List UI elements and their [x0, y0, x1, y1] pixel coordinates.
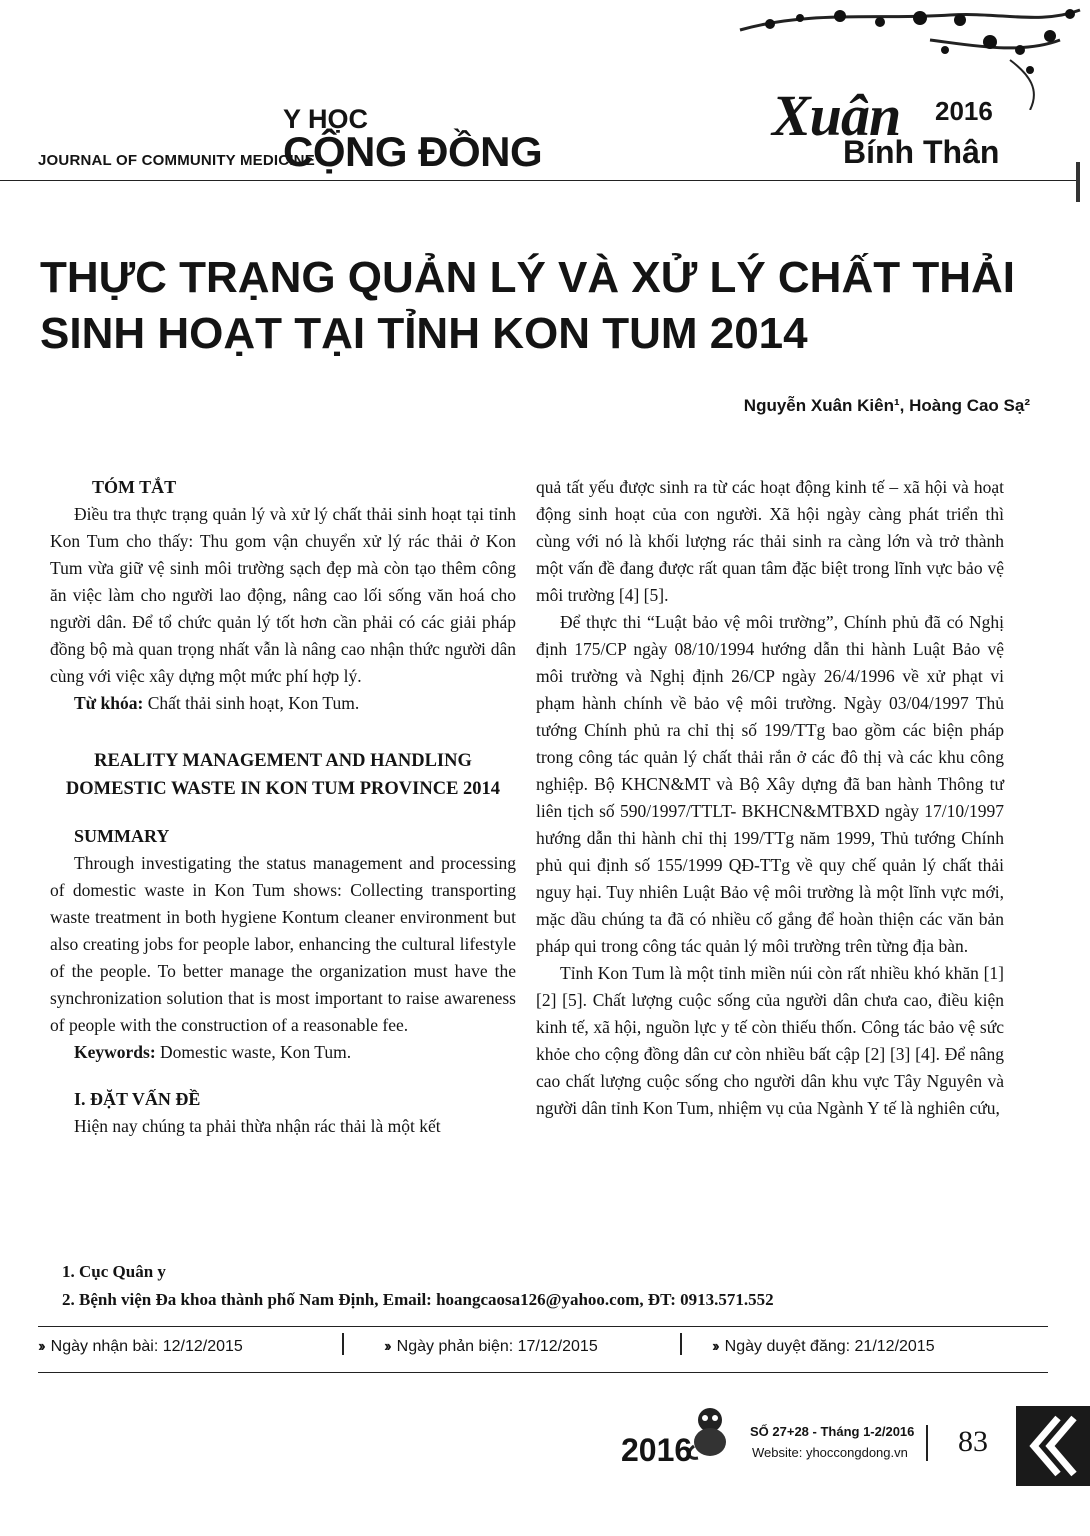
left-column — [50, 474, 516, 1140]
date-separator — [342, 1333, 344, 1355]
abstract-heading: TÓM TẮT — [92, 477, 177, 497]
chevron-right-icon: ›› — [38, 1338, 43, 1355]
date-accepted-text: Ngày duyệt đăng: 21/12/2015 — [724, 1338, 935, 1355]
article-title — [40, 250, 1050, 362]
header-divider — [0, 180, 1076, 181]
chevron-left-icon — [1016, 1406, 1090, 1486]
keywords-line — [50, 690, 516, 717]
edition-script-text: Xuân — [772, 83, 901, 148]
footer-divider — [926, 1425, 928, 1461]
page-number: 83 — [958, 1425, 988, 1458]
title-line-1: THỰC TRẠNG QUẢN LÝ VÀ XỬ LÝ CHẤT THẢI — [40, 253, 1015, 302]
keywords-label: Từ khóa: — [74, 693, 144, 713]
body-paragraph-1: quả tất yếu được sinh ra từ các hoạt động kinh tế – xã hội và hoạt động sinh hoạt của con người. Xã hội ngày càng phát triển thì cùng với nó là khối lượng rác thải sinh ra càng lớn và trở thành một vấn đề đang được rất quan tâm đặc biệt trong lĩnh vực bảo vệ môi trường [4] [5]. — [536, 477, 1004, 605]
date-reviewed — [384, 1338, 598, 1356]
abstract-paragraph: Điều tra thực trạng quản lý và xử lý chất thải sinh hoạt tại tỉnh Kon Tum cho thấy: Thu gom vận chuyển xử lý rác thải ở Kon Tum vừa giữ vệ sinh môi trường sạch đẹp mà còn tạo thêm công ăn việc làm cho người lao động, nâng cao lối sống văn hoá cho người dân. Để tổ chức quản lý tốt hơn cần phải có các giải pháp đồng bộ mà quan trọng nhất vẫn là nâng cao nhận thức người dân cùng với việc xây dựng một mức phí hợp lý. — [50, 504, 516, 686]
page-edge-mark — [1076, 162, 1080, 202]
title-line-2: SINH HOẠT TẠI TỈNH KON TUM 2014 — [40, 309, 808, 358]
section-paragraph: Hiện nay chúng ta phải thừa nhận rác thải là một kết — [74, 1116, 441, 1136]
keywords-en-line — [50, 1039, 516, 1066]
keywords-en-text: Domestic waste, Kon Tum. — [155, 1042, 352, 1062]
journal-name-top: Y HỌC — [283, 104, 369, 134]
date-reviewed-text: Ngày phản biện: 17/12/2015 — [396, 1338, 598, 1355]
footer-year: 2016 — [621, 1432, 693, 1468]
page-corner-tab — [1016, 1406, 1090, 1486]
chevron-right-icon: ›› — [712, 1338, 717, 1355]
edition-subtitle: Bính Thân — [843, 134, 1000, 170]
dates-divider — [38, 1372, 1048, 1373]
chevron-right-icon: ›› — [384, 1338, 389, 1355]
footnote-divider — [38, 1326, 1048, 1327]
summary-paragraph: Through investigating the status management and processing of domestic waste in Kon Tum shows: Collecting transporting waste treatment in both hygiene Kontum cleaner environment but also creating jobs for people labor, enhancing the cultural lifestyle of the people. To better manage the organization must have the synchronization solution that is most important to raise awareness of people with the construction of a reasonable fee. — [50, 853, 516, 1035]
article-authors: Nguyễn Xuân Kiên¹, Hoàng Cao Sạ² — [743, 396, 1030, 415]
footer-website: Website: yhoccongdong.vn — [752, 1445, 908, 1460]
section-heading: I. ĐẶT VẤN ĐỀ — [74, 1089, 201, 1109]
right-column — [536, 474, 1004, 1122]
english-title: REALITY MANAGEMENT AND HANDLING DOMESTIC WASTE IN KON TUM PROVINCE 2014 — [65, 751, 501, 799]
date-received-text: Ngày nhận bài: 12/12/2015 — [50, 1338, 243, 1355]
footnote-2: 2. Bệnh viện Đa khoa thành phố Nam Định, Email: hoangcaosa126@yahoo.com, ĐT: 0913.571.552 — [62, 1290, 774, 1309]
footer-issue: SỐ 27+28 - Tháng 1-2/2016 — [750, 1424, 915, 1439]
date-separator — [680, 1333, 682, 1355]
date-received — [38, 1338, 243, 1356]
summary-heading: SUMMARY — [74, 826, 170, 846]
keywords-en-label: Keywords: — [74, 1042, 156, 1062]
date-accepted — [712, 1338, 935, 1356]
footnote-1: 1. Cục Quân y — [62, 1262, 166, 1281]
journal-name-english: JOURNAL OF COMMUNITY MEDICINE — [38, 152, 315, 169]
edition-year: 2016 — [935, 96, 993, 126]
body-paragraph-2: Để thực thi “Luật bảo vệ môi trường”, Chính phủ đã có Nghị định 175/CP ngày 08/10/1994 hướng dẫn thi hành Luật Bảo vệ môi trường và Nghị định 26/CP ngày 26/4/1996 về xử phạt vi phạm hành chính về bảo vệ môi trường. Ngày 03/04/1997 Thủ tướng Chính phủ ra chỉ thị số 199/TTg bao gồm các biện pháp trong công tác quản lý chất thải rắn ở các đô thị và các khu công nghiệp. Bộ KHCN&MT và Bộ Xây dựng đã ban hành Thông tư liên tịch số 590/1997/TTLT- BKHCN&MTBXD ngày 17/10/1997 hướng dẫn thi hành chỉ thị 199/TTg năm 1999, Thủ tướng Chính phủ qui định số 155/1999 QĐ-TTg về quy chế quản lý chất thải nguy hại. Tuy nhiên Luật Bảo vệ môi trường là một lĩnh vực mới, mặc dầu chúng ta đã có nhiều cố gắng để hoàn thiện các văn bản pháp qui trong công tác quản lý môi trường trên từng địa bàn. — [536, 612, 1004, 956]
journal-name-main: CỘNG ĐỒNG — [283, 128, 543, 175]
body-paragraph-3: Tỉnh Kon Tum là một tỉnh miền núi còn rất nhiều khó khăn [1] [2] [5]. Chất lượng cuộc sống của người dân chưa cao, điều kiện kinh tế, xã hội, nguồn lực y tế còn thiếu thốn. Công tác bảo vệ sức khỏe cho cộng đồng dân cư còn nhiều bất cập [2] [3] [4]. Để nâng cao chất lượng cuộc sống cho người dân khu vực Tây Nguyên và người dân tỉnh Kon Tum, nhiệm vụ của Ngành Y tế là nghiên cứu, — [536, 963, 1004, 1118]
keywords-text: Chất thải sinh hoạt, Kon Tum. — [143, 693, 360, 713]
